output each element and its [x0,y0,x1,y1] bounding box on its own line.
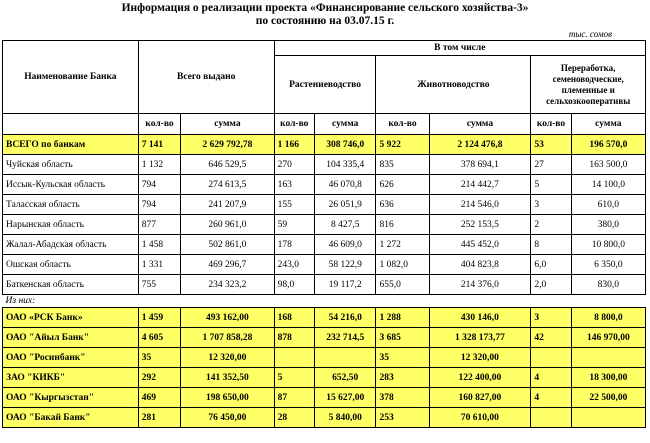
table-cell: 794 [138,175,180,195]
table-row [3,368,646,388]
table-cell: 59 [274,215,314,235]
table-row [3,408,646,428]
col-sum: сумма [571,114,645,135]
table-cell: 214 442,7 [429,175,531,195]
col-qty: кол-во [138,114,180,135]
table-cell: 87 [274,388,314,408]
table-row [3,328,646,348]
table-cell: 877 [138,215,180,235]
table-cell: 1 272 [376,235,429,255]
table-cell: 27 [531,155,571,175]
table-cell: 1 166 [274,135,314,155]
row-name: ЗАО "КИКБ" [3,368,139,388]
table-cell: 198 650,00 [181,388,274,408]
table-row [3,135,646,155]
subheader-row [3,295,646,308]
table-cell: 830,0 [571,275,645,295]
row-name: ОАО «РСК Банк» [3,308,139,328]
table-cell: 241 207,9 [181,195,274,215]
table-row [3,255,646,275]
table-cell: 15 627,00 [314,388,376,408]
table-cell: 232 714,5 [314,328,376,348]
row-name: ОАО "Айыл Банк" [3,328,139,348]
title-line-1: Информация о реализации проекта «Финансирование сельского хозяйства-3» [121,2,529,14]
table-cell: 430 146,0 [429,308,531,328]
col-sum: сумма [429,114,531,135]
row-name: Иссык-Кульская область [3,175,139,195]
table-cell: 610,0 [571,195,645,215]
table-cell: 54 216,0 [314,308,376,328]
table-cell: 253 [376,408,429,428]
table-cell: 53 [531,135,571,155]
table-cell: 469 [138,388,180,408]
table-cell: 214 376,0 [429,275,531,295]
table-cell: 160 827,00 [429,388,531,408]
col-processing: Переработка, семеноводческие, племенные и сельхозкооперативы [531,56,646,114]
table-cell: 626 [376,175,429,195]
table-row [3,308,646,328]
units-label: тыс. сомов [568,29,612,39]
table-cell [274,348,314,368]
header-row-3 [3,114,646,135]
subheader-label: Из них: [5,296,36,306]
row-name: Жалал-Абадская область [3,235,139,255]
table-cell: 755 [138,275,180,295]
table-cell: 2 629 792,78 [181,135,274,155]
row-name: Баткенская область [3,275,139,295]
table-cell: 878 [274,328,314,348]
row-name: ОАО "Росинбанк" [3,348,139,368]
col-qty: кол-во [531,114,571,135]
table-cell: 98,0 [274,275,314,295]
table-cell: 1 458 [138,235,180,255]
table-cell: 2,0 [531,275,571,295]
table-cell: 5 [274,368,314,388]
table-cell: 22 500,00 [571,388,645,408]
table-cell: 178 [274,235,314,255]
table-cell: 1 082,0 [376,255,429,275]
table-cell: 163 [274,175,314,195]
row-name: Ошская область [3,255,139,275]
row-name: Чуйская область [3,155,139,175]
table-cell: 270 [274,155,314,175]
report-title [0,2,650,28]
table-cell: 234 323,2 [181,275,274,295]
table-cell: 35 [376,348,429,368]
table-cell: 260 961,0 [181,215,274,235]
table-cell: 816 [376,215,429,235]
col-qty: кол-во [274,114,314,135]
table-cell: 10 800,0 [571,235,645,255]
table-cell: 28 [274,408,314,428]
table-cell: 655,0 [376,275,429,295]
table-cell: 1 132 [138,155,180,175]
table-cell: 281 [138,408,180,428]
table-cell: 104 335,4 [314,155,376,175]
table-cell: 3 [531,308,571,328]
table-cell: 5 922 [376,135,429,155]
table-cell: 274 613,5 [181,175,274,195]
table-cell: 1 331 [138,255,180,275]
table-row [3,388,646,408]
table-cell: 8 800,0 [571,308,645,328]
row-name: ОАО "Кыргызстан" [3,388,139,408]
table-cell: 4 [531,368,571,388]
table-row [3,275,646,295]
table-row [3,235,646,255]
bank-rows [3,308,646,428]
table-cell: 283 [376,368,429,388]
table-cell: 1 288 [376,308,429,328]
table-cell: 794 [138,195,180,215]
table-cell: 70 610,00 [429,408,531,428]
table-cell: 163 500,0 [571,155,645,175]
table-cell: 146 970,00 [571,328,645,348]
table-cell: 378 [376,388,429,408]
header-row-1 [3,41,646,56]
table-cell [531,348,571,368]
table-cell: 196 570,0 [571,135,645,155]
table-cell: 636 [376,195,429,215]
table-cell: 26 051,9 [314,195,376,215]
table-row [3,155,646,175]
table-cell: 155 [274,195,314,215]
col-sum: сумма [314,114,376,135]
table-row [3,195,646,215]
table-cell: 214 546,0 [429,195,531,215]
table-cell: 652,50 [314,368,376,388]
table-cell: 1 328 173,77 [429,328,531,348]
table-cell: 4 [531,388,571,408]
table-cell [314,348,376,368]
table-cell: 12 320,00 [429,348,531,368]
table-cell: 1 459 [138,308,180,328]
table-cell: 252 153,5 [429,215,531,235]
table-cell: 14 100,0 [571,175,645,195]
table-cell: 1 707 858,28 [181,328,274,348]
title-line-2: по состоянию на 03.07.15 г. [255,15,395,27]
table-cell: 445 452,0 [429,235,531,255]
table-cell: 18 300,00 [571,368,645,388]
table-cell: 2 124 476,8 [429,135,531,155]
table-cell: 46 609,0 [314,235,376,255]
table-cell: 19 117,2 [314,275,376,295]
table-cell [571,408,645,428]
table-cell: 58 122,9 [314,255,376,275]
table-cell: 835 [376,155,429,175]
col-total: Всего выдано [138,41,274,114]
table-cell: 46 070,8 [314,175,376,195]
col-livestock: Животноводство [376,56,531,114]
table-cell: 8 427,5 [314,215,376,235]
table-cell: 5 [531,175,571,195]
table-cell: 646 529,5 [181,155,274,175]
table-cell: 493 162,00 [181,308,274,328]
table-cell: 5 840,00 [314,408,376,428]
table-cell: 308 746,0 [314,135,376,155]
col-sum: сумма [181,114,274,135]
table-cell: 6 350,0 [571,255,645,275]
table-cell: 168 [274,308,314,328]
row-name: ОАО "Бакай Банк" [3,408,139,428]
table-row [3,215,646,235]
table-cell: 42 [531,328,571,348]
col-empty [3,114,139,135]
table-row [3,348,646,368]
table-cell: 122 400,00 [429,368,531,388]
table-cell: 8 [531,235,571,255]
table-cell: 3 [531,195,571,215]
table-row [3,175,646,195]
table-cell: 243,0 [274,255,314,275]
report-table [2,40,646,428]
region-rows [3,135,646,295]
table-cell: 292 [138,368,180,388]
table-cell: 3 685 [376,328,429,348]
col-including: В том числе [274,41,645,56]
row-name: Нарынская область [3,215,139,235]
table-cell: 404 823,8 [429,255,531,275]
table-cell: 6,0 [531,255,571,275]
table-cell: 378 694,1 [429,155,531,175]
table-cell: 4 605 [138,328,180,348]
table-cell: 76 450,00 [181,408,274,428]
table-cell: 469 296,7 [181,255,274,275]
table-cell: 35 [138,348,180,368]
col-qty: кол-во [376,114,429,135]
table-cell: 141 352,50 [181,368,274,388]
col-crop: Растениеводство [274,56,376,114]
table-cell: 2 [531,215,571,235]
table-cell [571,348,645,368]
col-bank: Наименование Банка [3,41,139,114]
table-cell: 502 861,0 [181,235,274,255]
table-cell: 7 141 [138,135,180,155]
row-name: Таласская область [3,195,139,215]
table-cell: 12 320,00 [181,348,274,368]
table-cell: 380,0 [571,215,645,235]
table-cell [531,408,571,428]
row-name: ВСЕГО по банкам [3,135,139,155]
